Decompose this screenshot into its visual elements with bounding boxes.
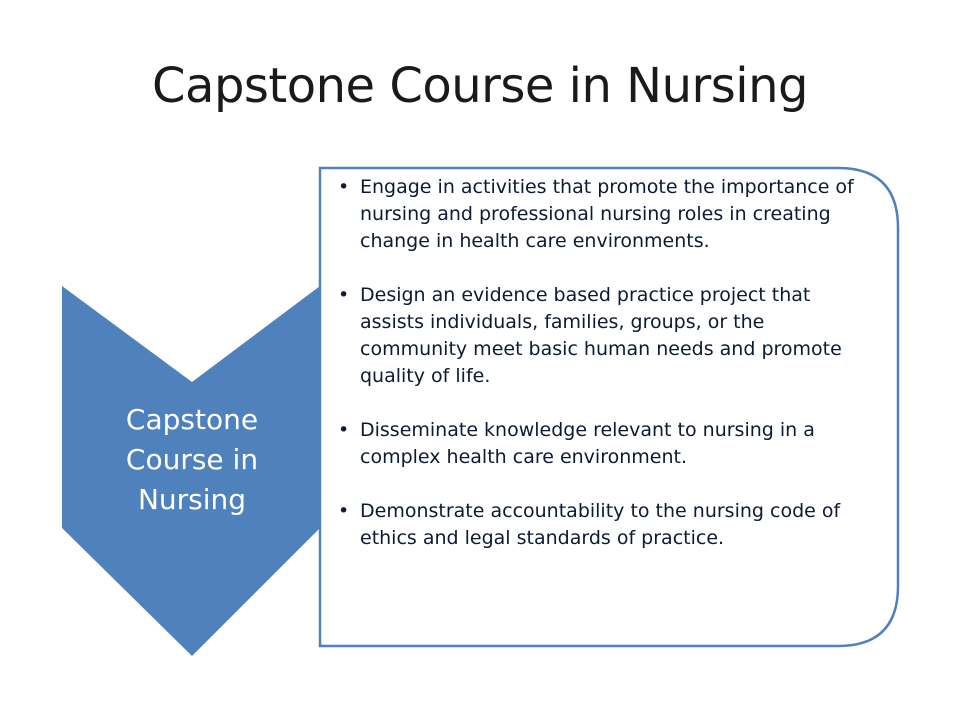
content-box [320, 168, 898, 646]
bullet-text: Disseminate knowledge relevant to nursing in a complex health care environment. [360, 419, 815, 468]
bullet-text: Design an evidence based practice project that assists individuals, families, groups, or the community meet basic human needs and promote quality of life. [360, 284, 842, 387]
bullet-list [338, 174, 872, 552]
bullet-dot-icon: • [338, 500, 350, 522]
bullet-item [338, 282, 872, 390]
bullet-dot-icon: • [338, 419, 350, 441]
slide-title: Capstone Course in Nursing [152, 58, 808, 114]
bullet-text: Demonstrate accountability to the nursing code of ethics and legal standards of practice. [360, 500, 841, 549]
bullet-dot-icon: • [338, 284, 350, 306]
bullet-item [338, 174, 872, 255]
bullet-item [338, 498, 872, 552]
chevron-label: Capstone Course in Nursing [125, 403, 259, 516]
bullet-text: Engage in activities that promote the importance of nursing and professional nursing roles in creating change in health care environments. [360, 176, 854, 252]
bullet-dot-icon: • [338, 176, 350, 198]
bullet-item [338, 417, 872, 471]
